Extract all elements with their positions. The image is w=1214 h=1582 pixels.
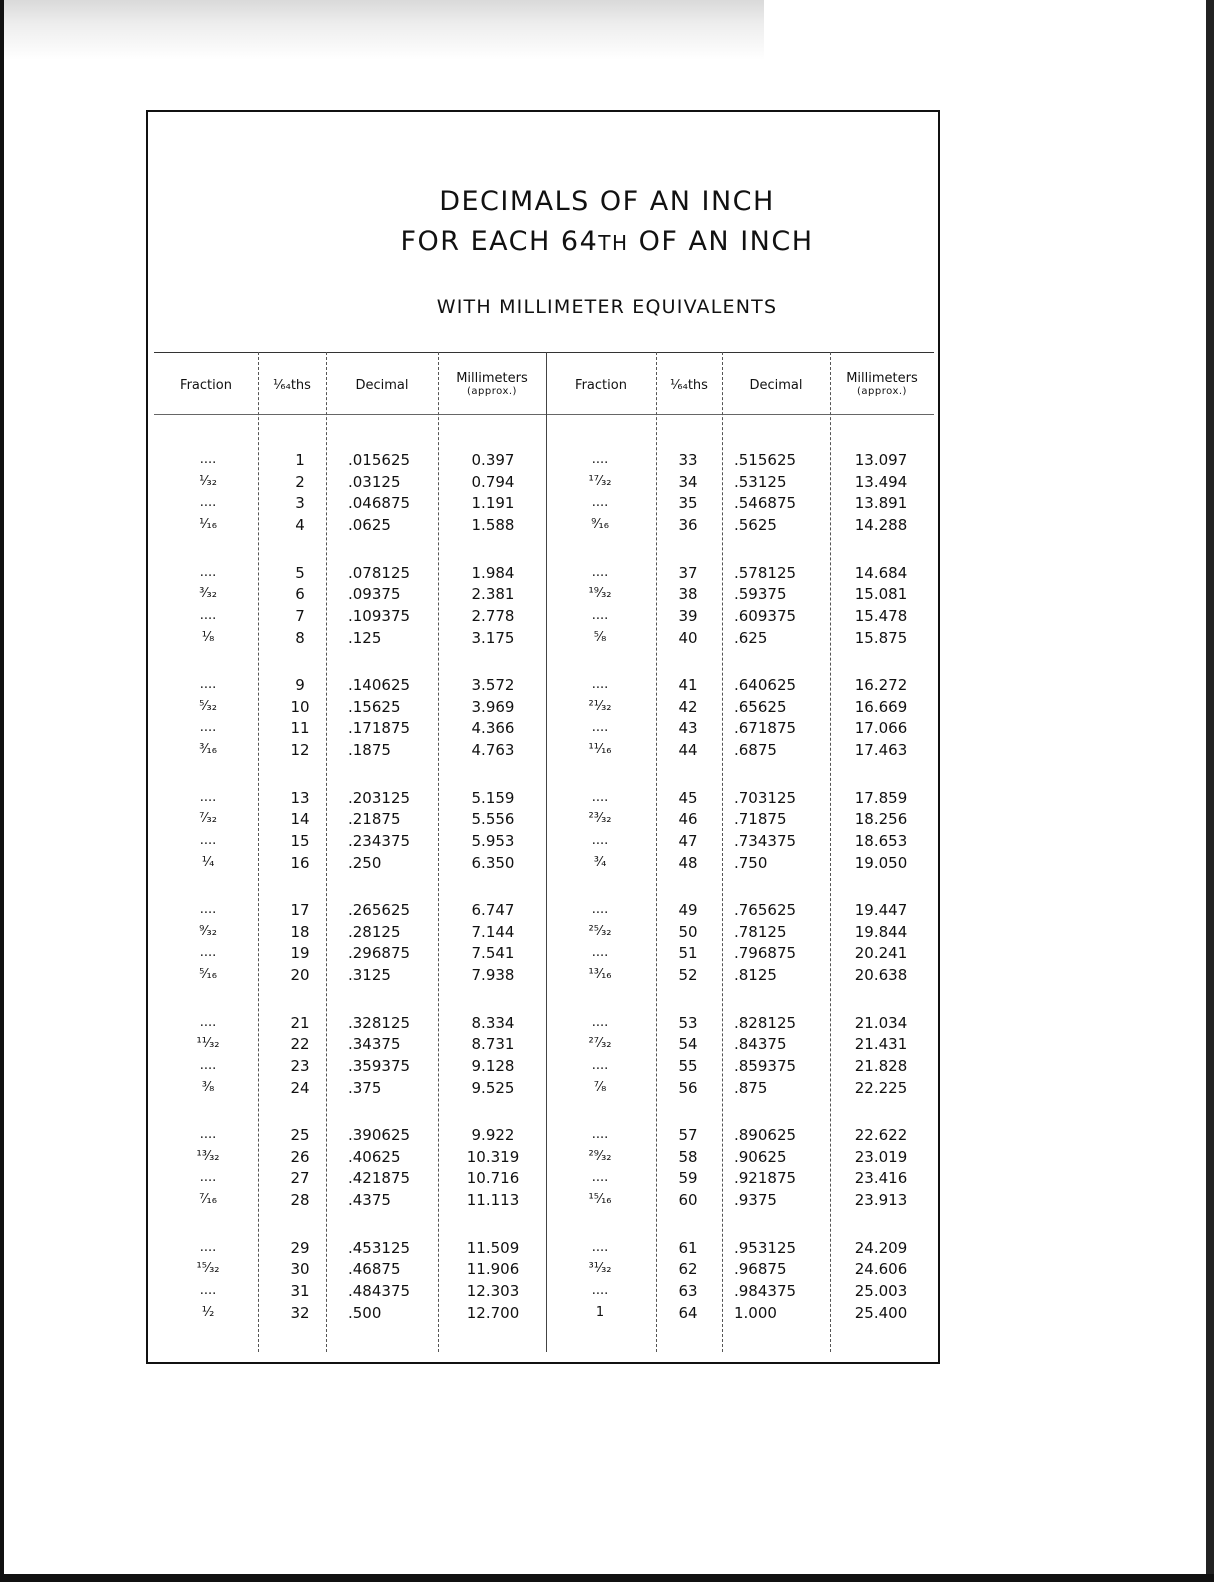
fraction-cell: ¹⁄₂ xyxy=(201,1304,215,1320)
millimeter-cell: 23.913 xyxy=(854,1191,908,1210)
millimeter-cell: 23.019 xyxy=(854,1147,908,1166)
millimeter-cell: 5.953 xyxy=(471,831,515,850)
millimeter-cell: 7.144 xyxy=(471,922,515,941)
decimal-cell: .34375 xyxy=(348,1035,401,1054)
header-64ths-right: ¹⁄₆₄ths xyxy=(670,377,708,393)
fraction-cell: ⁵⁄₁₆ xyxy=(199,967,217,983)
fraction-cell: ⁵⁄₈ xyxy=(593,629,607,645)
sixtyfourths-cell: 32 xyxy=(290,1303,310,1322)
title-part-b: TH xyxy=(598,231,629,255)
decimal-cell: .234375 xyxy=(348,831,411,850)
millimeter-cell: 17.859 xyxy=(854,788,908,807)
fraction-cell: .... xyxy=(199,677,217,692)
fraction-cell: ³⁄₈ xyxy=(201,1079,215,1095)
fraction-cell: ¹³⁄₃₂ xyxy=(196,1148,220,1164)
decimal-cell: .921875 xyxy=(734,1169,797,1188)
fraction-cell: ⁷⁄₈ xyxy=(593,1079,607,1095)
decimal-cell: .4375 xyxy=(348,1191,391,1210)
fraction-cell: .... xyxy=(199,720,217,736)
millimeter-cell: 24.209 xyxy=(854,1238,908,1257)
fraction-cell: .... xyxy=(591,945,609,961)
fraction-cell: .... xyxy=(591,1170,609,1186)
fraction-cell: ¹⁄₁₆ xyxy=(199,517,217,533)
millimeter-cell: 10.716 xyxy=(466,1169,520,1188)
fraction-cell: .... xyxy=(591,607,609,623)
decimal-cell: .484375 xyxy=(348,1281,411,1300)
decimal-cell: .40625 xyxy=(348,1147,401,1166)
fraction-cell: ⁷⁄₃₂ xyxy=(199,811,217,827)
fraction-cell: ²⁷⁄₃₂ xyxy=(588,1036,612,1052)
millimeter-cell: 0.794 xyxy=(471,472,515,491)
sixtyfourths-cell: 24 xyxy=(290,1078,310,1097)
sixtyfourths-cell: 20 xyxy=(290,966,310,985)
decimal-cell: .140625 xyxy=(348,676,411,694)
millimeter-cell: 10.319 xyxy=(466,1147,520,1166)
decimal-cell: .796875 xyxy=(734,944,797,963)
millimeter-cell: 2.381 xyxy=(471,585,515,604)
decimal-cell: .1875 xyxy=(348,741,391,760)
header-64ths: ¹⁄₆₄ths xyxy=(273,377,311,393)
fraction-cell: ⁹⁄₁₆ xyxy=(591,517,609,533)
sixtyfourths-cell: 33 xyxy=(678,451,698,469)
millimeter-cell: 19.844 xyxy=(854,922,908,941)
millimeter-cell: 11.509 xyxy=(466,1238,520,1257)
fraction-cell: ³⁄₁₆ xyxy=(199,742,217,758)
fraction-cell: .... xyxy=(591,1014,609,1030)
decimal-cell: .03125 xyxy=(348,472,401,491)
fraction-cell: ¹⁄₃₂ xyxy=(199,473,217,489)
decimal-cell: .078125 xyxy=(348,563,411,582)
decimal-cell: .375 xyxy=(348,1078,382,1097)
millimeter-cell: 11.113 xyxy=(466,1191,520,1210)
fraction-cell: .... xyxy=(591,789,609,805)
millimeter-cell: 4.763 xyxy=(471,741,515,760)
millimeter-cell: 15.875 xyxy=(854,628,908,647)
fraction-cell: .... xyxy=(199,945,217,961)
fraction-cell: .... xyxy=(199,1170,217,1186)
decimal-cell: .59375 xyxy=(734,585,787,604)
fraction-cell: .... xyxy=(199,1282,217,1298)
fraction-cell: ³¹⁄₃₂ xyxy=(588,1261,612,1277)
sixtyfourths-cell: 52 xyxy=(678,966,698,985)
fraction-cell: ³⁄₄ xyxy=(593,854,607,870)
decimal-cell: .65625 xyxy=(734,697,787,716)
decimal-cell: .875 xyxy=(734,1078,768,1097)
fraction-cell: .... xyxy=(199,495,217,511)
millimeter-cell: 25.003 xyxy=(854,1281,908,1300)
fraction-cell: .... xyxy=(591,495,609,511)
sixtyfourths-cell: 6 xyxy=(295,585,305,604)
sixtyfourths-cell: 61 xyxy=(678,1238,698,1257)
sixtyfourths-cell: 41 xyxy=(678,676,698,694)
decimal-cell: .546875 xyxy=(734,494,797,513)
decimal-cell: .09375 xyxy=(348,585,401,604)
decimal-cell: .734375 xyxy=(734,831,797,850)
sixtyfourths-cell: 22 xyxy=(290,1035,310,1054)
sixtyfourths-cell: 53 xyxy=(678,1013,698,1032)
fraction-cell: ⁵⁄₃₂ xyxy=(199,698,217,714)
millimeter-cell: 15.478 xyxy=(854,606,908,625)
sixtyfourths-cell: 15 xyxy=(290,831,310,850)
sixtyfourths-cell: 63 xyxy=(678,1281,698,1300)
millimeter-cell: 22.622 xyxy=(854,1126,908,1144)
decimal-cell: .890625 xyxy=(734,1126,797,1144)
decimal-cell: .828125 xyxy=(734,1013,797,1032)
decimal-cell: .421875 xyxy=(348,1169,411,1188)
decimal-cell: .953125 xyxy=(734,1238,797,1257)
scan-edge-bottom xyxy=(0,1574,1214,1582)
millimeter-cell: 19.447 xyxy=(854,901,908,919)
decimal-cell: .84375 xyxy=(734,1035,787,1054)
millimeter-cell: 6.350 xyxy=(471,853,515,872)
decimal-cell: .359375 xyxy=(348,1056,411,1075)
millimeter-cell: 13.891 xyxy=(854,494,908,513)
fraction-cell: .... xyxy=(591,1057,609,1073)
decimal-cell: .250 xyxy=(348,853,382,872)
millimeter-cell: 9.128 xyxy=(471,1056,515,1075)
fraction-cell: .... xyxy=(591,832,609,848)
decimal-cell: .750 xyxy=(734,853,768,872)
decimal-cell: .125 xyxy=(348,628,382,647)
fraction-cell: ¹⁹⁄₃₂ xyxy=(588,586,612,602)
column-divider xyxy=(258,352,259,1352)
millimeter-cell: 5.556 xyxy=(471,810,515,829)
sixtyfourths-cell: 3 xyxy=(295,494,305,513)
page-subtitle: WITH MILLIMETER EQUIVALENTS xyxy=(436,296,778,318)
decimal-cell: .21875 xyxy=(348,810,401,829)
fraction-cell: .... xyxy=(591,1282,609,1298)
millimeter-cell: 13.494 xyxy=(854,472,908,491)
sixtyfourths-cell: 59 xyxy=(678,1169,698,1188)
sixtyfourths-cell: 35 xyxy=(678,494,698,513)
decimal-cell: .15625 xyxy=(348,697,401,716)
sixtyfourths-cell: 9 xyxy=(295,676,305,694)
decimal-cell: .609375 xyxy=(734,606,797,625)
fraction-cell: ¹⁵⁄₃₂ xyxy=(196,1261,220,1277)
millimeter-cell: 14.684 xyxy=(854,563,908,582)
decimal-cell: .109375 xyxy=(348,606,411,625)
fraction-cell: .... xyxy=(591,564,609,580)
decimal-cell: .015625 xyxy=(348,451,411,469)
fraction-cell: .... xyxy=(199,607,217,623)
millimeter-cell: 3.969 xyxy=(471,697,515,716)
millimeter-cell: 23.416 xyxy=(854,1169,908,1188)
sixtyfourths-cell: 64 xyxy=(678,1303,698,1322)
sixtyfourths-cell: 55 xyxy=(678,1056,698,1075)
sixtyfourths-cell: 1 xyxy=(295,451,305,469)
decimal-cell: .328125 xyxy=(348,1013,411,1032)
scan-shadow xyxy=(4,0,764,60)
sixtyfourths-cell: 48 xyxy=(678,853,698,872)
decimal-cell: .984375 xyxy=(734,1281,797,1300)
millimeter-cell: 17.066 xyxy=(854,719,908,738)
decimal-cell: .859375 xyxy=(734,1056,797,1075)
fraction-cell: ²¹⁄₃₂ xyxy=(588,698,612,714)
millimeter-cell: 2.778 xyxy=(471,606,515,625)
sixtyfourths-cell: 50 xyxy=(678,922,698,941)
header-mm-label-right: Millimeters xyxy=(846,371,918,386)
fraction-cell: .... xyxy=(199,1057,217,1073)
millimeter-cell: 1.191 xyxy=(471,494,515,513)
sixtyfourths-cell: 62 xyxy=(678,1260,698,1279)
sixtyfourths-cell: 16 xyxy=(290,853,310,872)
header-mm-label: Millimeters xyxy=(456,371,528,386)
fraction-cell: ¹³⁄₁₆ xyxy=(588,967,612,983)
millimeter-cell: 1.984 xyxy=(471,563,515,582)
decimal-cell: .765625 xyxy=(734,901,797,919)
fraction-cell: .... xyxy=(199,902,217,917)
decimal-cell: .28125 xyxy=(348,922,401,941)
sixtyfourths-cell: 10 xyxy=(290,697,310,716)
fraction-cell: ¹¹⁄₃₂ xyxy=(196,1036,220,1052)
sixtyfourths-cell: 5 xyxy=(295,563,305,582)
fraction-cell: ¹¹⁄₁₆ xyxy=(588,742,612,758)
decimal-cell: .390625 xyxy=(348,1126,411,1144)
sixtyfourths-cell: 39 xyxy=(678,606,698,625)
sixtyfourths-cell: 44 xyxy=(678,741,698,760)
title-part-a: FOR EACH 64 xyxy=(400,226,599,257)
sixtyfourths-cell: 25 xyxy=(290,1126,310,1144)
title-part-c: OF AN INCH xyxy=(628,226,814,257)
sixtyfourths-cell: 11 xyxy=(290,719,310,738)
sixtyfourths-cell: 28 xyxy=(290,1191,310,1210)
millimeter-cell: 9.922 xyxy=(471,1126,515,1144)
sixtyfourths-cell: 40 xyxy=(678,628,698,647)
header-rule-top xyxy=(154,352,934,353)
fraction-cell: ⁷⁄₁₆ xyxy=(199,1192,217,1208)
fraction-cell: ¹⁵⁄₁₆ xyxy=(588,1192,612,1208)
decimal-cell: .265625 xyxy=(348,901,411,919)
millimeter-cell: 21.431 xyxy=(854,1035,908,1054)
millimeter-cell: 21.828 xyxy=(854,1056,908,1075)
sixtyfourths-cell: 31 xyxy=(290,1281,310,1300)
millimeter-cell: 16.669 xyxy=(854,697,908,716)
decimal-cell: .046875 xyxy=(348,494,411,513)
header-millimeters-right xyxy=(830,362,934,408)
header-decimal: Decimal xyxy=(355,377,409,393)
sixtyfourths-cell: 58 xyxy=(678,1147,698,1166)
fraction-cell: .... xyxy=(591,1127,609,1142)
decimal-cell: .6875 xyxy=(734,741,777,760)
millimeter-cell: 20.241 xyxy=(854,944,908,963)
millimeter-cell: 1.588 xyxy=(471,516,515,535)
header-fraction-right: Fraction xyxy=(575,377,627,393)
fraction-cell: .... xyxy=(199,452,217,467)
fraction-cell: .... xyxy=(591,677,609,692)
sixtyfourths-cell: 4 xyxy=(295,516,305,535)
millimeter-cell: 21.034 xyxy=(854,1013,908,1032)
sixtyfourths-cell: 14 xyxy=(290,810,310,829)
sixtyfourths-cell: 29 xyxy=(290,1238,310,1257)
millimeter-cell: 7.541 xyxy=(471,944,515,963)
column-divider xyxy=(722,352,723,1352)
decimal-cell: .171875 xyxy=(348,719,411,738)
fraction-cell: .... xyxy=(591,1239,609,1255)
millimeter-cell: 4.366 xyxy=(471,719,515,738)
decimal-cell: .5625 xyxy=(734,516,777,535)
sixtyfourths-cell: 30 xyxy=(290,1260,310,1279)
millimeter-cell: 17.463 xyxy=(854,741,908,760)
sixtyfourths-cell: 45 xyxy=(678,788,698,807)
fraction-cell: ²³⁄₃₂ xyxy=(588,811,612,827)
decimal-cell: .0625 xyxy=(348,516,391,535)
decimal-cell: 1.000 xyxy=(734,1303,777,1322)
fraction-cell: .... xyxy=(199,832,217,848)
millimeter-cell: 19.050 xyxy=(854,853,908,872)
millimeter-cell: 25.400 xyxy=(854,1303,908,1322)
decimal-cell: .3125 xyxy=(348,966,391,985)
sixtyfourths-cell: 46 xyxy=(678,810,698,829)
sixtyfourths-cell: 49 xyxy=(678,901,698,919)
millimeter-cell: 22.225 xyxy=(854,1078,908,1097)
decimal-cell: .578125 xyxy=(734,563,797,582)
page-title: DECIMALS OF AN INCH xyxy=(439,186,775,217)
decimal-cell: .453125 xyxy=(348,1238,411,1257)
sixtyfourths-cell: 37 xyxy=(678,563,698,582)
millimeter-cell: 3.572 xyxy=(471,676,515,694)
sixtyfourths-cell: 27 xyxy=(290,1169,310,1188)
header-rule-bottom xyxy=(154,414,934,415)
millimeter-cell: 24.606 xyxy=(854,1260,908,1279)
sixtyfourths-cell: 42 xyxy=(678,697,698,716)
millimeter-cell: 0.397 xyxy=(471,451,515,469)
fraction-cell: ¹⁷⁄₃₂ xyxy=(588,473,612,489)
sixtyfourths-cell: 56 xyxy=(678,1078,698,1097)
fraction-cell: 1 xyxy=(595,1304,605,1320)
fraction-cell: ³⁄₃₂ xyxy=(199,586,217,602)
sixtyfourths-cell: 34 xyxy=(678,472,698,491)
sixtyfourths-cell: 12 xyxy=(290,741,310,760)
sixtyfourths-cell: 38 xyxy=(678,585,698,604)
millimeter-cell: 9.525 xyxy=(471,1078,515,1097)
sixtyfourths-cell: 26 xyxy=(290,1147,310,1166)
millimeter-cell: 12.303 xyxy=(466,1281,520,1300)
millimeter-cell: 3.175 xyxy=(471,628,515,647)
millimeter-cell: 8.334 xyxy=(471,1013,515,1032)
sixtyfourths-cell: 18 xyxy=(290,922,310,941)
sixtyfourths-cell: 8 xyxy=(295,628,305,647)
decimal-cell: .96875 xyxy=(734,1260,787,1279)
sixtyfourths-cell: 57 xyxy=(678,1126,698,1144)
decimal-cell: .500 xyxy=(348,1303,382,1322)
decimal-cell: .9375 xyxy=(734,1191,777,1210)
sixtyfourths-cell: 23 xyxy=(290,1056,310,1075)
fraction-cell: ²⁹⁄₃₂ xyxy=(588,1148,612,1164)
fraction-cell: .... xyxy=(199,1014,217,1030)
header-decimal-right: Decimal xyxy=(749,377,803,393)
sixtyfourths-cell: 17 xyxy=(290,901,310,919)
millimeter-cell: 6.747 xyxy=(471,901,515,919)
decimal-cell: .296875 xyxy=(348,944,411,963)
fraction-cell: ⁹⁄₃₂ xyxy=(199,923,217,939)
fraction-cell: ¹⁄₄ xyxy=(201,854,215,870)
fraction-cell: .... xyxy=(591,452,609,467)
center-divider xyxy=(546,352,547,1352)
fraction-cell: ¹⁄₈ xyxy=(201,629,215,645)
header-millimeters xyxy=(438,362,546,408)
header-mm-approx: (approx.) xyxy=(467,386,517,397)
millimeter-cell: 20.638 xyxy=(854,966,908,985)
sixtyfourths-cell: 13 xyxy=(290,788,310,807)
sixtyfourths-cell: 51 xyxy=(678,944,698,963)
fraction-cell: .... xyxy=(199,1239,217,1255)
millimeter-cell: 12.700 xyxy=(466,1303,520,1322)
sixtyfourths-cell: 60 xyxy=(678,1191,698,1210)
decimal-cell: .90625 xyxy=(734,1147,787,1166)
sixtyfourths-cell: 19 xyxy=(290,944,310,963)
fraction-cell: ²⁵⁄₃₂ xyxy=(588,923,612,939)
millimeter-cell: 11.906 xyxy=(466,1260,520,1279)
millimeter-cell: 13.097 xyxy=(854,451,908,469)
decimal-cell: .640625 xyxy=(734,676,797,694)
decimal-cell: .53125 xyxy=(734,472,787,491)
fraction-cell: .... xyxy=(199,564,217,580)
decimal-cell: .46875 xyxy=(348,1260,401,1279)
conversion-table-frame xyxy=(146,110,940,1364)
millimeter-cell: 18.256 xyxy=(854,810,908,829)
decimal-cell: .78125 xyxy=(734,922,787,941)
column-divider xyxy=(656,352,657,1352)
millimeter-cell: 7.938 xyxy=(471,966,515,985)
sixtyfourths-cell: 54 xyxy=(678,1035,698,1054)
decimal-cell: .671875 xyxy=(734,719,797,738)
sixtyfourths-cell: 47 xyxy=(678,831,698,850)
decimal-cell: .71875 xyxy=(734,810,787,829)
millimeter-cell: 14.288 xyxy=(854,516,908,535)
millimeter-cell: 15.081 xyxy=(854,585,908,604)
fraction-cell: .... xyxy=(591,720,609,736)
decimal-cell: .8125 xyxy=(734,966,777,985)
fraction-cell: .... xyxy=(199,1127,217,1142)
sixtyfourths-cell: 21 xyxy=(290,1013,310,1032)
decimal-cell: .203125 xyxy=(348,788,411,807)
sixtyfourths-cell: 36 xyxy=(678,516,698,535)
header-fraction: Fraction xyxy=(180,377,232,393)
millimeter-cell: 5.159 xyxy=(471,788,515,807)
millimeter-cell: 8.731 xyxy=(471,1035,515,1054)
millimeter-cell: 18.653 xyxy=(854,831,908,850)
sixtyfourths-cell: 2 xyxy=(295,472,305,491)
decimal-cell: .625 xyxy=(734,628,768,647)
sixtyfourths-cell: 43 xyxy=(678,719,698,738)
millimeter-cell: 16.272 xyxy=(854,676,908,694)
fraction-cell: .... xyxy=(199,789,217,805)
decimal-cell: .515625 xyxy=(734,451,797,469)
header-mm-approx-right: (approx.) xyxy=(857,386,907,397)
decimal-cell: .703125 xyxy=(734,788,797,807)
fraction-cell: .... xyxy=(591,902,609,917)
sixtyfourths-cell: 7 xyxy=(295,606,305,625)
